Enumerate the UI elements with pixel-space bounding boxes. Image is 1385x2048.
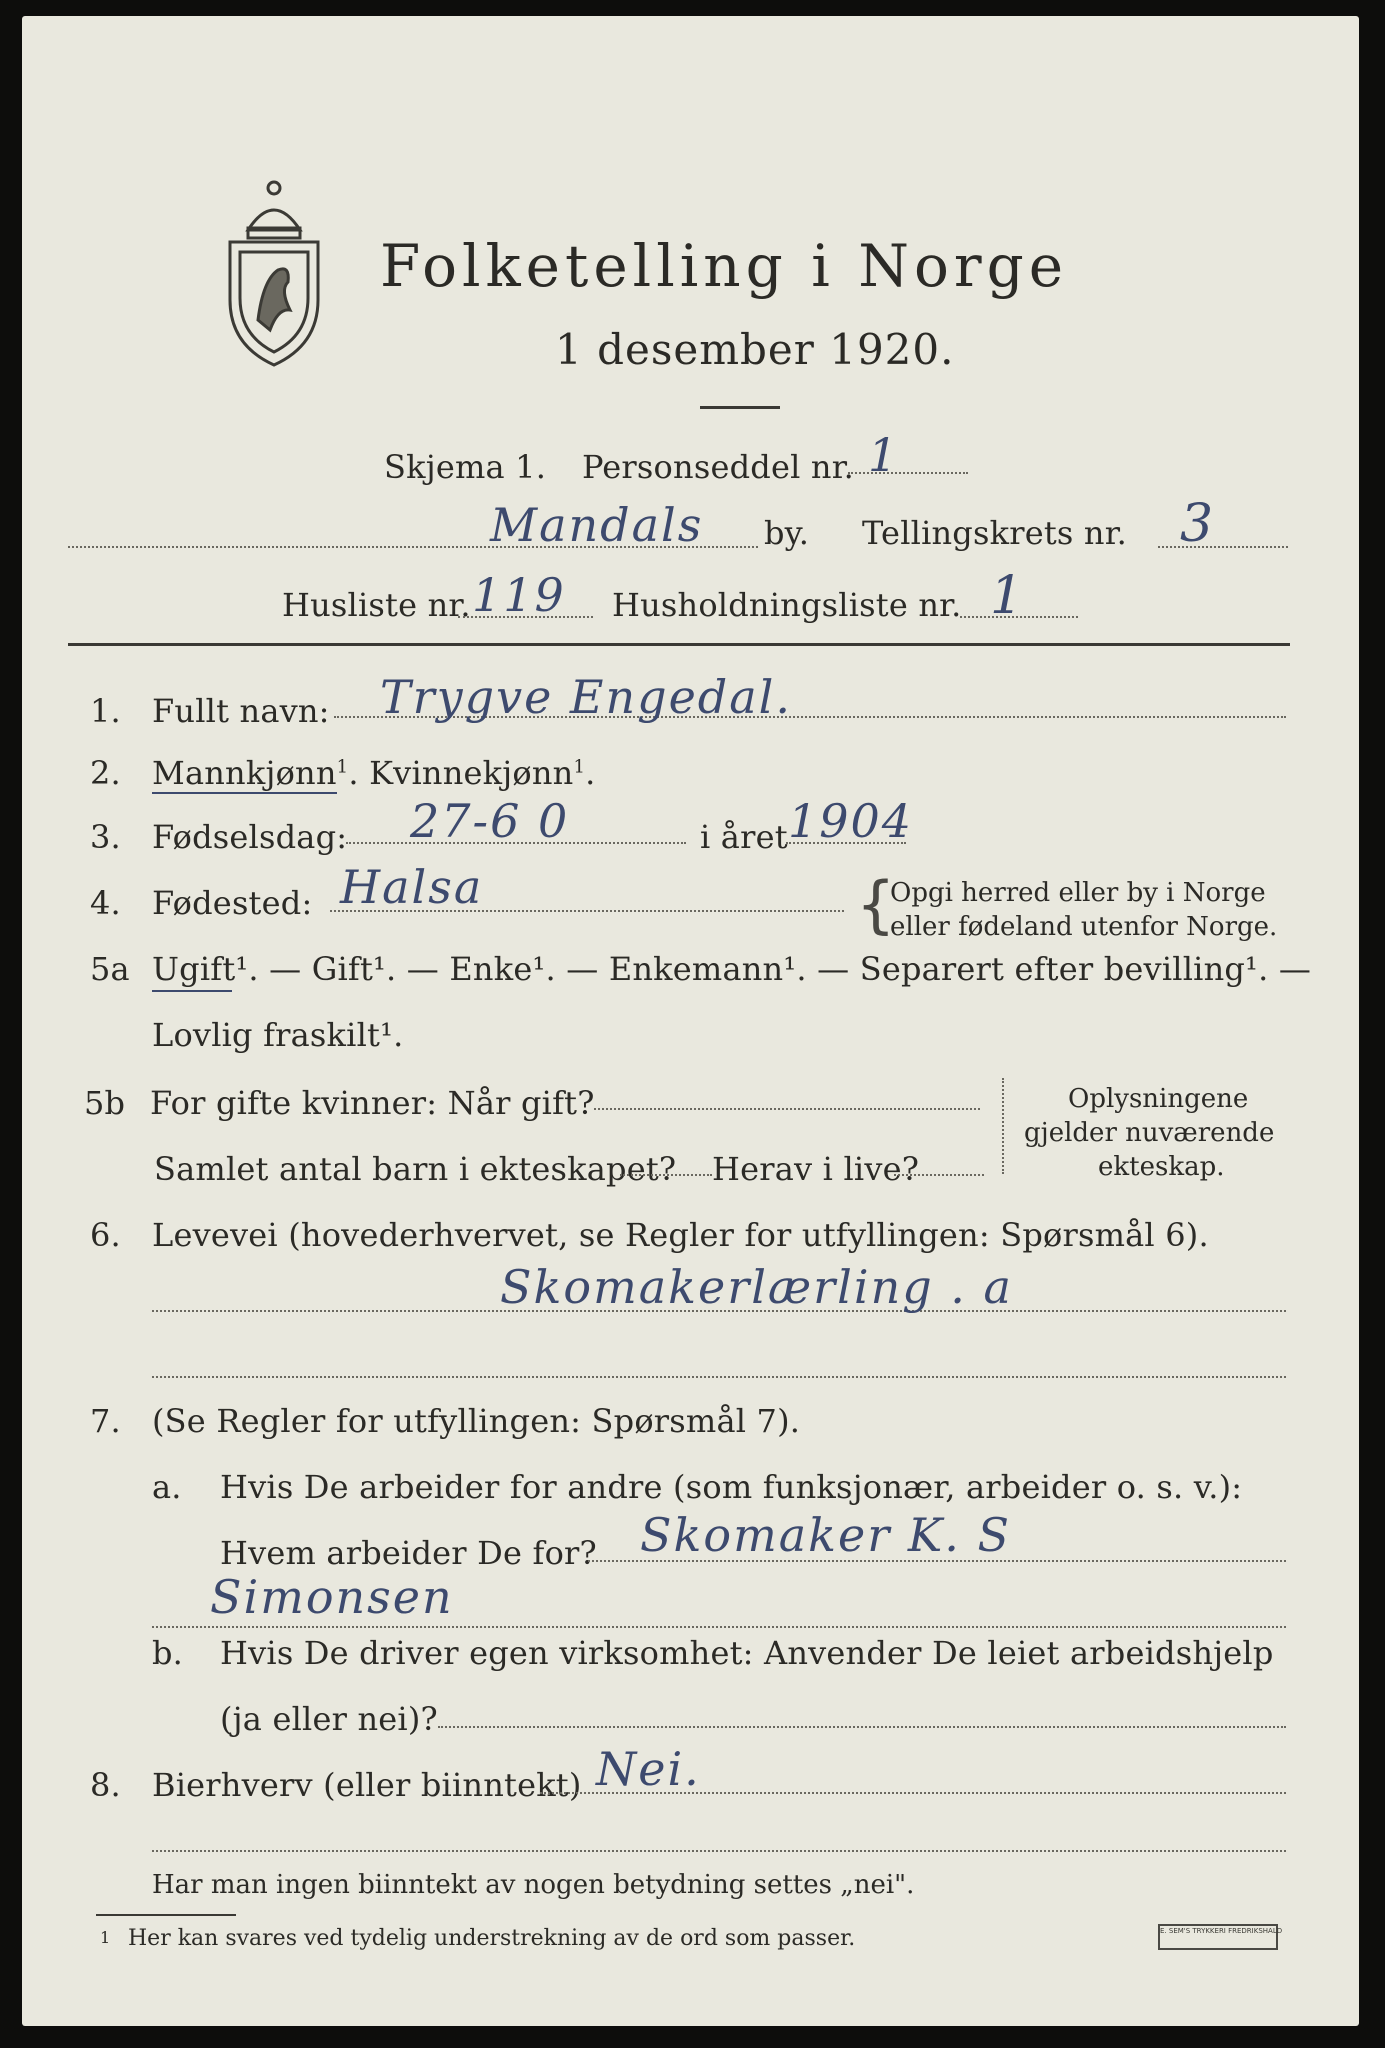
q7-label: (Se Regler for utfyllingen: Spørsmål 7). xyxy=(152,1402,801,1440)
coat-of-arms-icon xyxy=(218,170,330,370)
q4-note-line1: Opgi herred eller by i Norge xyxy=(890,878,1266,908)
by-label: by. xyxy=(764,514,810,552)
option-mannkjonn[interactable]: Mannkjønn xyxy=(152,754,337,792)
footnote-rule xyxy=(96,1914,236,1916)
q7b-field[interactable] xyxy=(438,1726,1286,1728)
personseddel-field[interactable] xyxy=(848,472,968,474)
footnote-text: Her kan svares ved tydelig understrekning av de ord som passer. xyxy=(128,1926,856,1951)
q8-value: Nei. xyxy=(596,1742,701,1796)
q5b-label3: Herav i live? xyxy=(712,1150,920,1188)
q4-note-brace: { xyxy=(856,868,896,941)
q6-field-2[interactable] xyxy=(152,1376,1286,1378)
q7a-value1: Skomaker K. S xyxy=(640,1508,1011,1562)
husholdningsliste-label: Husholdningsliste nr. xyxy=(612,586,962,624)
header-rule xyxy=(68,643,1290,646)
q1-number: 1. xyxy=(90,692,121,730)
q7a-letter: a. xyxy=(152,1468,182,1506)
husholdningsliste-value: 1 xyxy=(990,566,1026,626)
q3-year-value: 1904 xyxy=(788,794,914,848)
q3-day-value: 27-6 0 xyxy=(410,794,570,848)
option-kvinnekjonn[interactable]: Kvinnekjønn xyxy=(369,754,574,792)
q1-value: Trygve Engedal. xyxy=(380,670,793,724)
q7a-value2: Simonsen xyxy=(210,1570,454,1624)
q1-label: Fullt navn: xyxy=(152,692,330,730)
q5b-note-line2: gjelder nuværende xyxy=(1024,1118,1275,1148)
q5b-note-separator xyxy=(1002,1078,1004,1174)
q5a-ugift-underline xyxy=(152,990,232,992)
q7a-line1: Hvis De arbeider for andre (som funksjonær, arbeider o. s. v.): xyxy=(220,1468,1243,1506)
q7a-line2: Hvem arbeider De for? xyxy=(220,1534,597,1572)
tellingskrets-field[interactable] xyxy=(1158,546,1288,548)
printer-stamp: E. SEM'S TRYKKERI FREDRIKSHALD xyxy=(1158,1924,1278,1950)
q3-number: 3. xyxy=(90,818,121,856)
form-title: Folketelling i Norge xyxy=(380,232,1069,300)
q6-value: Skomakerlærling . a xyxy=(500,1260,1013,1314)
q5a-line2: Lovlig fraskilt¹. xyxy=(152,1016,404,1054)
q5a-line1: Ugift¹. — Gift¹. — Enke¹. — Enkemann¹. — Separert efter bevilling¹. — xyxy=(152,950,1312,988)
q8-label: Bierhverv (eller biinntekt) xyxy=(152,1766,582,1804)
q8-field-2[interactable] xyxy=(152,1850,1286,1852)
q2-options: Mannkjønn$^1$. Kvinnekjønn$^1$. xyxy=(152,754,596,792)
q4-number: 4. xyxy=(90,884,121,922)
title-divider xyxy=(700,406,780,409)
q5b-children-field[interactable] xyxy=(620,1174,712,1176)
husliste-label: Husliste nr. xyxy=(282,586,471,624)
q6-number: 6. xyxy=(90,1216,121,1254)
q4-value: Halsa xyxy=(340,860,484,914)
q5b-alive-field[interactable] xyxy=(894,1174,984,1176)
q3-year-label: i året xyxy=(700,818,788,856)
q8-number: 8. xyxy=(90,1766,121,1804)
q5b-note-line3: ekteskap. xyxy=(1098,1152,1225,1182)
census-date: 1 desember 1920. xyxy=(555,325,955,374)
personseddel-value: 1 xyxy=(868,428,900,482)
q2-number: 2. xyxy=(90,754,121,792)
q6-label: Levevei (hovederhvervet, se Regler for utfyllingen: Spørsmål 6). xyxy=(152,1216,1209,1254)
q7-number: 7. xyxy=(90,1402,121,1440)
husliste-value: 119 xyxy=(472,568,566,622)
q5b-label2: Samlet antal barn i ekteskapet? xyxy=(154,1150,677,1188)
q4-label: Fødested: xyxy=(152,884,313,922)
q5b-label1: For gifte kvinner: Når gift? xyxy=(150,1084,595,1122)
q7b-line2: (ja eller nei)? xyxy=(220,1700,438,1738)
q3-label: Fødselsdag: xyxy=(152,818,348,856)
personseddel-label: Personseddel nr. xyxy=(582,448,855,486)
tellingskrets-value: 3 xyxy=(1180,494,1216,554)
q5b-married-field[interactable] xyxy=(594,1108,980,1110)
by-value: Mandals xyxy=(490,498,704,552)
footnote-mark: 1 xyxy=(100,1928,111,1947)
q5a-number: 5a xyxy=(90,950,130,988)
q7b-line1: Hvis De driver egen virksomhet: Anvender De leiet arbeidshjelp xyxy=(220,1634,1274,1672)
bottom-note: Har man ingen biinntekt av nogen betydning settes „nei". xyxy=(152,1870,915,1900)
q5b-number: 5b xyxy=(84,1084,126,1122)
q4-note-line2: eller fødeland utenfor Norge. xyxy=(890,912,1278,942)
q7a-field-2[interactable] xyxy=(152,1626,1286,1628)
skjema-label: Skjema 1. xyxy=(384,448,547,486)
q5b-note-line1: Oplysningene xyxy=(1068,1084,1249,1114)
q7b-letter: b. xyxy=(152,1634,184,1672)
tellingskrets-label: Tellingskrets nr. xyxy=(862,514,1128,552)
